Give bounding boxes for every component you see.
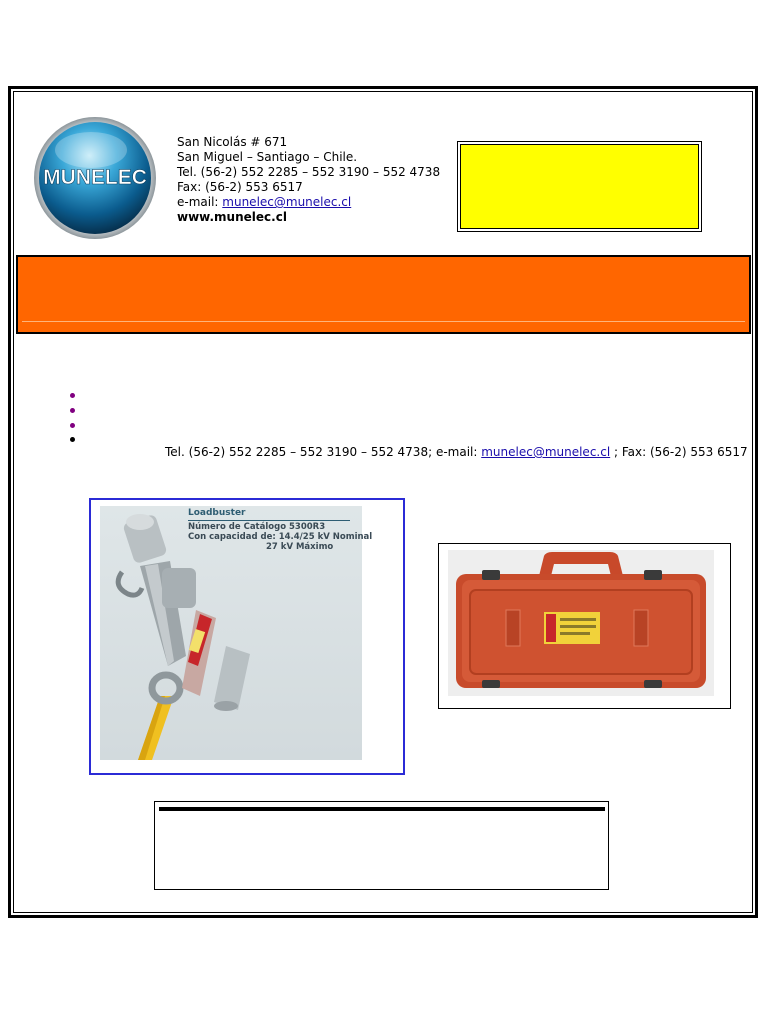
bullet-3 [70,423,75,428]
logo-wordmark: MUNELEC [43,166,147,189]
bullet-4 [70,437,75,442]
loadbuster-rule [188,520,350,521]
spec-table [159,807,605,811]
table-cell [249,810,338,811]
fax: Fax: (56-2) 553 6517 [177,180,303,194]
loadbuster-photo [100,506,373,760]
banner-rule [22,321,745,322]
loadbuster-title: Loadbuster [188,508,246,518]
bullet-2 [70,408,75,413]
orange-banner [16,255,751,334]
carry-case-photo [448,550,714,696]
address-line-2: San Miguel – Santiago – Chile. [177,150,358,164]
loadbuster-capacity: Con capacidad de: 14.4/25 kV Nominal [188,532,373,542]
table-cell [338,810,427,811]
contact-line-fax: ; Fax: (56-2) 553 6517 [610,445,748,459]
address-line-1: San Nicolás # 671 [177,135,288,149]
website: www.munelec.cl [177,210,287,224]
table-cell [516,810,605,811]
munelec-logo [33,116,157,240]
spec-table-frame [154,801,609,890]
email-row [177,195,440,210]
table-row [160,810,605,811]
loadbuster-photo-frame [89,498,405,775]
carry-case-photo-frame [438,543,731,709]
bullet-1 [70,393,75,398]
contact-line [165,445,748,459]
email-link[interactable]: munelec@munelec.cl [222,195,352,209]
contact-line-tel: Tel. (56-2) 552 2285 – 552 3190 – 552 4738; e-mail: [165,445,482,459]
contact-line-email[interactable]: munelec@munelec.cl [481,445,611,459]
table-cell [427,810,516,811]
contact-block [177,135,440,225]
email-label: e-mail: [177,195,223,209]
loadbuster-max: 27 kV Máximo [266,542,334,552]
telephone: Tel. (56-2) 552 2285 – 552 3190 – 552 4738 [177,165,441,179]
yellow-title-box [457,141,702,232]
loadbuster-catalog: Número de Catálogo 5300R3 [188,522,326,532]
table-cell [160,810,249,811]
